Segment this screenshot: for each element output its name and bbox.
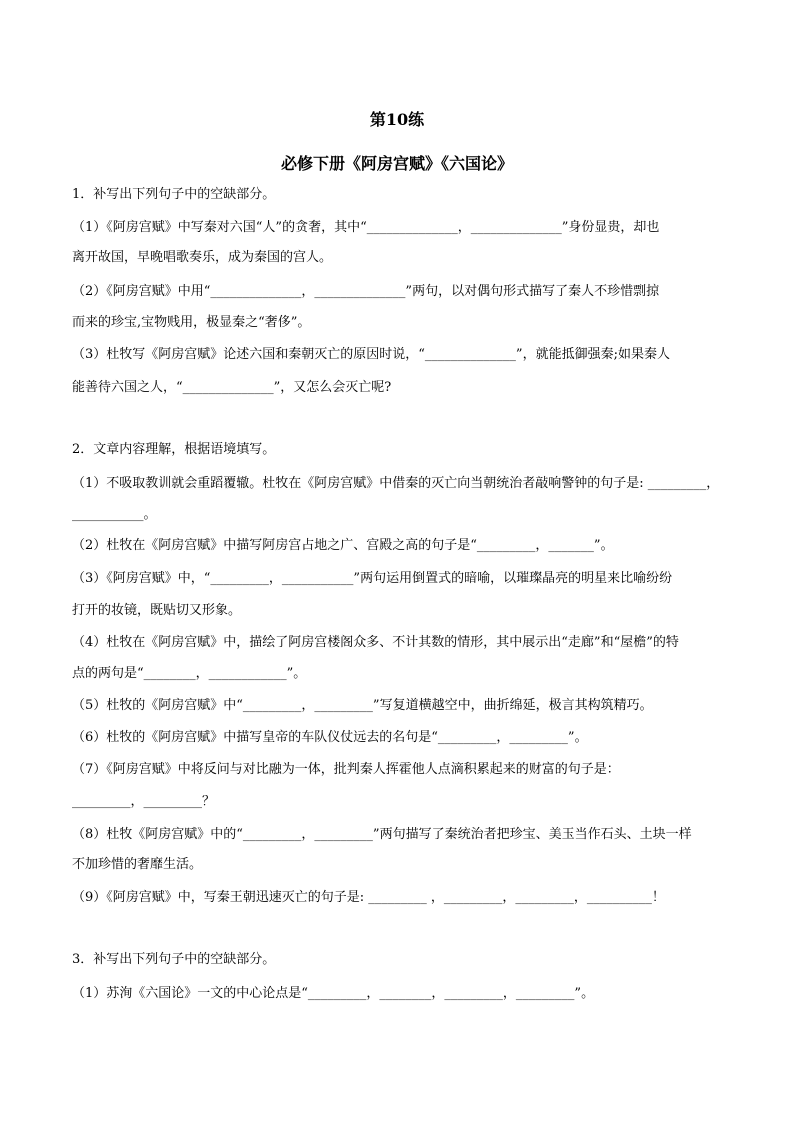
question-line: （9）《阿房宫赋》中，写秦王朝迅速灭亡的句子是: _________ ，_________，_________，__________！ bbox=[72, 890, 665, 905]
question-line: （5）杜牧的《阿房宫赋》中“_________，_________”写复道横越空中，曲折绵延，极言其构筑精巧。 bbox=[72, 698, 653, 713]
section-2-heading: 2．文章内容理解，根据语境填写。 bbox=[72, 442, 276, 457]
question-line: （4）杜牧在《阿房宫赋》中，描绘了阿房宫楼阁众多、不计其数的情形，其中展示出“走廊”和“屋檐”的特 bbox=[72, 635, 679, 650]
question-line: （1）不吸取教训就会重蹈覆辙。杜牧在《阿房宫赋》中借秦的灭亡向当朝统治者敲响警钟的句子是: _________， bbox=[72, 476, 720, 491]
question-line: （6）杜牧的《阿房宫赋》中描写皇帝的车队仪仗远去的名句是“_________，_________”。 bbox=[72, 730, 588, 745]
question-line: （8）杜牧《阿房宫赋》中的“_________，_________”两句描写了秦统治者把珍宝、美玉当作石头、土块一样 bbox=[72, 827, 692, 842]
question-line: _________，_________？ bbox=[72, 794, 216, 809]
question-line: 点的两句是“________，____________”。 bbox=[72, 666, 307, 681]
question-line: 不加珍惜的奢靡生活。 bbox=[72, 857, 203, 872]
question-line: （1）《阿房宫赋》中写秦对六国“人”的贪奢，其中“______________，______________”身份显贵，却也 bbox=[72, 220, 660, 235]
question-line: 打开的妆镜，既贴切又形象。 bbox=[72, 603, 242, 618]
section-1-heading: 1．补写出下列句子中的空缺部分。 bbox=[72, 187, 276, 202]
question-line: 能善待六国之人，“______________”，又怎么会灭亡呢? bbox=[72, 380, 392, 395]
question-line: （7）《阿房宫赋》中将反问与对比融为一体，批判秦人挥霍他人点滴积累起来的财富的句子是： bbox=[72, 762, 620, 777]
question-line: （3）杜牧写《阿房宫赋》论述六国和秦朝灭亡的原因时说，“______________”，就能抵御强秦;如果秦人 bbox=[72, 347, 670, 362]
question-line: （3）《阿房宫赋》中，“_________，___________”两句运用倒置式的暗喻，以璀璨晶亮的明星来比喻纷纷 bbox=[72, 571, 673, 586]
exercise-subtitle: 必修下册《阿房宫赋》《六国论》 bbox=[280, 154, 513, 173]
question-line: 离开故国，早晚唱歌奏乐，成为秦国的宫人。 bbox=[72, 250, 333, 265]
question-line: （1）苏洵《六国论》一文的中心论点是“_________，________，_________，_________”。 bbox=[72, 986, 595, 1001]
question-line: 而来的珍宝,宝物贱用，极显秦之“奢侈”。 bbox=[72, 315, 311, 330]
question-line: （2）杜牧在《阿房宫赋》中描写阿房宫占地之广、宫殿之高的句子是“_________，_______”。 bbox=[72, 538, 614, 553]
question-line: ___________。 bbox=[72, 507, 157, 522]
question-line: （2）《阿房宫赋》中用“______________，______________”两句，以对偶句形式描写了秦人不珍惜剽掠 bbox=[72, 284, 660, 299]
exercise-number: 第10练 bbox=[369, 110, 425, 129]
section-3-heading: 3．补写出下列句子中的空缺部分。 bbox=[72, 952, 276, 967]
